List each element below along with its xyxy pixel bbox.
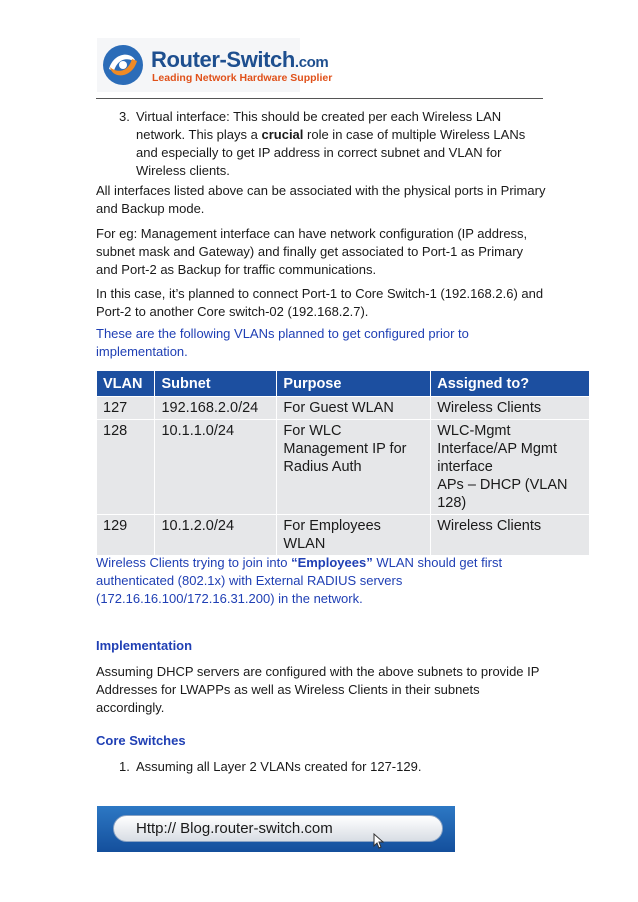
logo-name: Router-Switch.com <box>151 47 329 72</box>
logo-swirl-icon <box>100 43 146 87</box>
header-divider <box>96 98 543 99</box>
router-switch-logo <box>97 38 333 92</box>
table-row <box>97 397 590 420</box>
logo-tagline: Leading Network Hardware Supplier <box>152 72 333 84</box>
cell-subnet: 192.168.2.0/24 <box>155 397 277 420</box>
paragraph-interfaces: All interfaces listed above can be associated with the physical ports in Primary and Backup mode. <box>96 183 546 216</box>
paragraph-core-switch: In this case, it’s planned to connect Port-1 to Core Switch-1 (192.168.2.6) and Port-2 to another Core switch-02 (192.168.2.7). <box>96 286 544 319</box>
blog-url-text: Http:// Blog.router-switch.com <box>136 820 333 837</box>
paragraph-vlans-intro: These are the following VLANs planned to get configured prior to implementation. <box>96 326 469 359</box>
cell-vlan: 129 <box>97 515 155 556</box>
paragraph-employees-auth: Wireless Clients trying to join into “Employees” WLAN should get first authenticated (802.1x) with External RADIUS servers (172.16.16.100/172.16.31.200) in the network. <box>96 555 503 606</box>
header-subnet: Subnet <box>155 371 277 397</box>
header-assigned-to: Assigned to? <box>431 371 590 397</box>
cell-assigned-to: WLC-Mgmt Interface/AP Mgmt interface APs – DHCP (VLAN 128) <box>431 420 590 515</box>
blog-url-banner[interactable] <box>97 806 455 852</box>
url-box <box>113 815 443 842</box>
cell-assigned-to: Wireless Clients <box>431 515 590 556</box>
heading-core-switches: Core Switches <box>96 733 186 748</box>
list-number: 3. <box>119 109 130 124</box>
cell-purpose: For WLC Management IP for Radius Auth <box>277 420 431 515</box>
table-row <box>97 515 590 556</box>
paragraph-implementation: Assuming DHCP servers are configured with the above subnets to provide IP Addresses for LWAPPs as well as Wireless Clients in their subnets accordingly. <box>96 664 540 715</box>
cell-purpose: For Employees WLAN <box>277 515 431 556</box>
list-item-virtual-interface <box>119 108 539 180</box>
paragraph-management-interface: For eg: Management interface can have network configuration (IP address, subnet mask and Gateway) and finally get associated to Port-1 as Primary and Port-2 as Backup for traffic communications. <box>96 226 528 277</box>
table-row <box>97 420 590 515</box>
cursor-icon <box>373 833 385 849</box>
heading-implementation: Implementation <box>96 638 193 653</box>
list-text: Virtual interface: This should be created per each Wireless LAN network. This plays a crucial role in case of multiple Wireless LANs and especially to get IP address in correct subnet and VLAN for Wireless clients. <box>136 109 526 178</box>
cell-vlan: 128 <box>97 420 155 515</box>
vlan-table <box>97 371 590 555</box>
header-purpose: Purpose <box>277 371 431 397</box>
cell-subnet: 10.1.1.0/24 <box>155 420 277 515</box>
cell-subnet: 10.1.2.0/24 <box>155 515 277 556</box>
cell-vlan: 127 <box>97 397 155 420</box>
table-header-row <box>97 371 590 397</box>
header-vlan: VLAN <box>97 371 155 397</box>
list-text: Assuming all Layer 2 VLANs created for 127-129. <box>136 759 422 774</box>
cell-assigned-to: Wireless Clients <box>431 397 590 420</box>
list-number: 1. <box>119 759 130 774</box>
list-item-layer2-vlans <box>119 758 539 776</box>
cell-purpose: For Guest WLAN <box>277 397 431 420</box>
